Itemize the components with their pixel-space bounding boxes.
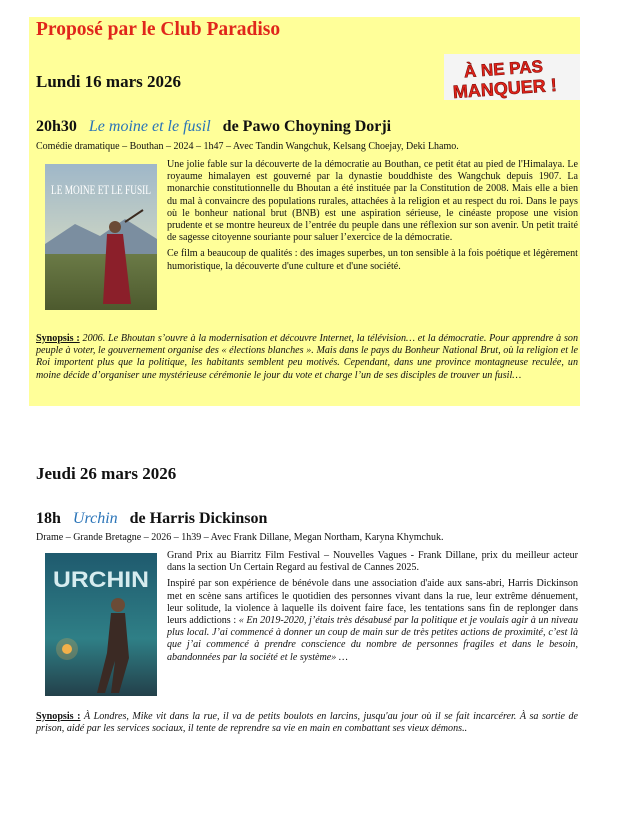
a-ne-pas-manquer-badge: [444, 54, 580, 103]
event2-poster: [45, 553, 157, 696]
synopsis-label: Synopsis :: [36, 711, 81, 722]
event1-time: 20h30: [36, 118, 77, 135]
event2-heading: [36, 510, 267, 528]
event2-paragraph1: Grand Prix au Biarritz Film Festival – Nouvelles Vagues - Frank Dillane, prix du meilleur acteur dans la section Un Certain Regard au festival de Cannes 2025.: [167, 550, 578, 574]
event1-meta: Comédie dramatique – Bouthan – 2024 – 1h47 – Avec Tandin Wangchuk, Kelsang Choejay, Deki Lhamo.: [36, 141, 459, 152]
club-heading: Proposé par le Club Paradiso: [36, 19, 281, 40]
event2-description: [167, 550, 578, 668]
event2-paragraph2: [167, 578, 578, 663]
event1-director: de Pawo Choyning Dorji: [222, 118, 392, 135]
event1-heading: [36, 118, 391, 136]
event1-paragraph: Une jolie fable sur la découverte de la démocratie au Bouthan, ce petit état au pied de l'Himalaya. Le royaume himalayen est gouverné par la dynastie bouddhiste des Wangchuk depuis 1907. La monarchie constitutionnelle du Bhoutan a été instituée par la Constitution de 2008. Mais elle a bien du mal à convaincre des populations rurales, attachées à la religion et au respect du roi. Dans le pays où le bonheur national brut (BNB) est une aspiration sérieuse, le cinéaste propose une vision prudente et se montre heureux de l’entrée du peuple dans une réflexion sur son avenir. Un petit traité de sagesse citoyenne souriante pour saluer l’exercice de la démocratie.: [167, 159, 578, 244]
event1-description: [167, 159, 578, 277]
event1-paragraph: Ce film a beaucoup de qualités : des images superbes, un ton sensible à la fois poétique et légèrement humoristique, la découverte d'une culture et d'une société.: [167, 248, 578, 272]
event1-synopsis-text: 2006. Le Bhoutan s’ouvre à la modernisation et découvre Internet, la télévision… et la démocratie. Pour apprendre à son peuple à voter, le gouvernement organise des « élections blanches ». Mais dans le pays du Bonheur National Brut, où la religion et le Roi importent plus que la politique, les habitants semblent peu motivés. Cependant, dans une province montagneuse reculée, un moine décide d’organiser une mystérieuse cérémonie le jour du vote et charge l’un de ses disciples de trouver un fusil…: [36, 333, 578, 381]
event2-paragraph2-quote: « En 2019-2020, j’étais très désabusé par la politique et je voulais agir à un niveau plus local. J’ai commencé à donner un coup de main sur de très petites actions de proximité, c’est là que j’ai commencé à prendre conscience du nombre de personnes fragiles et dans le besoin, abandonnées par la société et le système» …: [167, 615, 578, 663]
event1-date: Lundi 16 mars 2026: [36, 72, 181, 91]
event2-time: 18h: [36, 510, 61, 527]
poster1-title: LE MOINE ET LE FUSIL: [51, 182, 152, 197]
event2-paragraph2-text: Inspiré par son expérience de bénévole dans une association d'aide aux sans-abri, Harris Dickinson met en scène sans artifices le quotidien des personnes vivant dans la rue, leur extrême dénuement, leur solitude, la violence à laquelle ils doivent faire face, les tentations sans fin de replonger dans leurs addictions :: [167, 578, 578, 627]
event1-poster: [45, 164, 157, 310]
badge-line1: À NE PAS: [463, 56, 544, 82]
poster2-title: URCHIN: [53, 567, 149, 592]
event2-director: de Harris Dickinson: [129, 510, 268, 527]
event2-synopsis: [36, 711, 578, 735]
event1-synopsis: [36, 333, 578, 382]
event2-meta: Drame – Grande Bretagne – 2026 – 1h39 – Avec Frank Dillane, Megan Northam, Karyna Khymchuk.: [36, 532, 444, 543]
event2-synopsis-text: À Londres, Mike vit dans la rue, il va de petits boulots en larcins, jusqu'au jour où il se fait incarcérer. À sa sortie de prison, aidé par les services sociaux, il tente de reprendre sa vie en main en combattant ses vieux démons..: [36, 711, 579, 735]
synopsis-label: Synopsis :: [36, 333, 80, 344]
event2-title: Urchin: [72, 510, 118, 527]
badge-line2: MANQUER !: [452, 74, 558, 103]
event1-title: Le moine et le fusil: [88, 118, 211, 135]
event2-date: Jeudi 26 mars 2026: [36, 464, 177, 483]
